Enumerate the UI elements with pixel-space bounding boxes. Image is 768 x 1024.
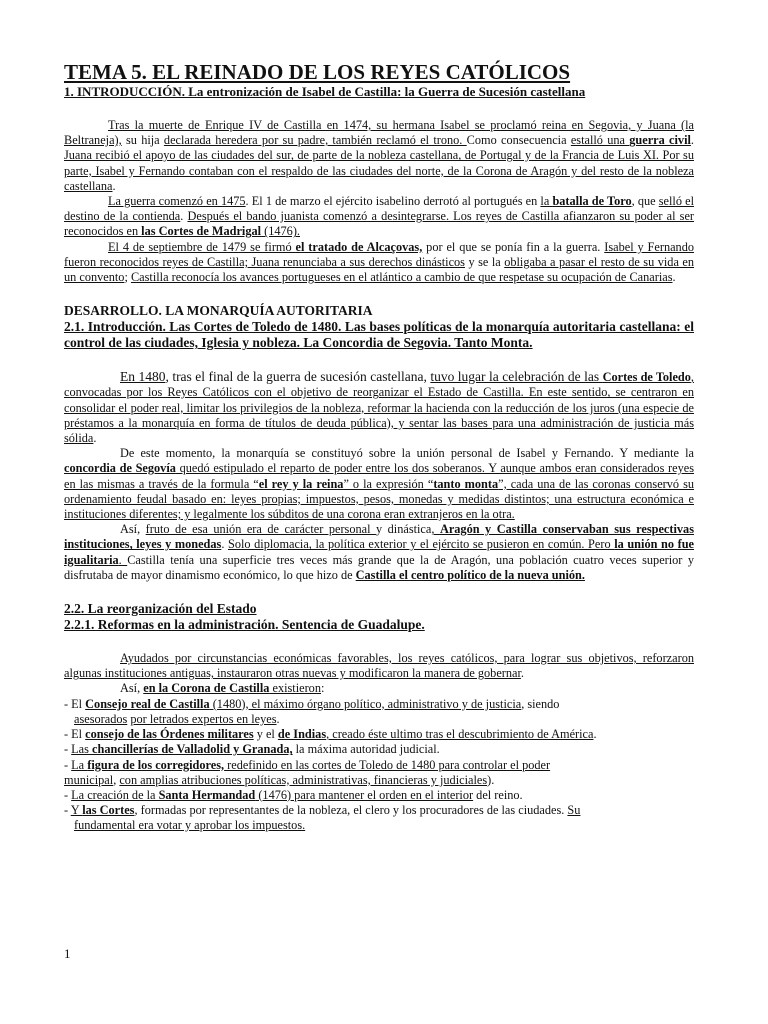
text-run: tuvo lugar la celebración de las bbox=[430, 369, 603, 385]
text-run: guerra civil bbox=[629, 133, 691, 148]
text-run: figura de los corregidores, bbox=[87, 757, 225, 772]
text-run: , bbox=[431, 522, 440, 537]
text-run: De este momento, la monarquía se constituyó sobre la unión personal de Isabel y Fernando. Y mediante la bbox=[120, 446, 694, 461]
text-run: Su bbox=[567, 803, 581, 818]
text-run: La bbox=[71, 757, 88, 772]
section-2-2-heading: 2.2. La reorganización del Estado bbox=[64, 601, 257, 617]
text-run: por letrados expertos en leyes bbox=[130, 711, 277, 726]
text-run: . bbox=[672, 270, 676, 285]
text-run: selló el destino de la contienda bbox=[64, 194, 694, 224]
text-run: - bbox=[64, 742, 72, 757]
text-run: Tras la muerte de Enrique IV de Castilla en 1474, su hermana Isabel se proclamó reina en Segovia, y Juana (la Beltraneja), bbox=[64, 118, 694, 148]
text-run: (1476). bbox=[261, 224, 300, 239]
text-run: , creado éste ultimo tras el descubrimiento de América bbox=[326, 727, 594, 742]
text-run: ”, cada una de las coronas conservó su ordenamiento feudal basado en: leyes propias; impuestos, pesos, monedas y medidas distintos; una estructura económica e instituciones diferentes; y legalmente los súbditos de una corona eran extranjeros en la otra. bbox=[64, 476, 695, 522]
text-run: , que bbox=[631, 194, 659, 209]
list-item bbox=[64, 788, 694, 803]
text-run: chancillerías de Valladolid y Granada, bbox=[92, 742, 293, 757]
text-run: , formadas por representantes de la nobleza, el clero y los procuradores de las ciudades. bbox=[134, 803, 568, 818]
list-item bbox=[64, 758, 694, 773]
text-run: y se la bbox=[464, 254, 505, 269]
text-run: Y bbox=[70, 803, 83, 818]
s221-paragraph-1 bbox=[64, 651, 694, 681]
text-run: . bbox=[112, 178, 116, 193]
text-run: fundamental era votar y aprobar los impuestos. bbox=[74, 818, 306, 833]
section-2-2-1-heading: 2.2.1. Reformas en la administración. Sentencia de Guadalupe. bbox=[64, 617, 425, 633]
text-run: Así, bbox=[120, 522, 146, 537]
text-run: ” o la expresión “ bbox=[343, 476, 434, 491]
list-item bbox=[64, 697, 694, 712]
text-run: en la Corona de Castilla bbox=[143, 681, 270, 696]
text-run: (1480), el máximo órgano político, administrativo y de justicia bbox=[209, 696, 522, 711]
text-run: . bbox=[221, 537, 229, 552]
document-title: TEMA 5. EL REINADO DE LOS REYES CATÓLICOS bbox=[64, 60, 571, 84]
list-item bbox=[64, 742, 694, 757]
spacer bbox=[64, 583, 694, 601]
text-run: Castilla tenía una superficie tres veces más grande que la de Aragón, una población cuatro veces superior y disfrutaba de mayor dinamismo económico, lo que hizo de bbox=[64, 552, 694, 582]
text-run: . bbox=[276, 711, 280, 726]
text-run: La guerra comenzó en 1475 bbox=[108, 194, 246, 209]
text-run: la máxima autoridad judicial. bbox=[292, 742, 440, 757]
text-run: declarada heredera por su padre, también reclamó el trono. bbox=[163, 133, 467, 148]
text-run: de Indias bbox=[277, 727, 327, 742]
text-run: tanto monta bbox=[433, 476, 499, 491]
text-run: Castilla reconocía los avances portugueses en el atlántico a cambio de que respetase su ocupación de Canarias bbox=[130, 270, 673, 285]
text-run: Castilla el centro político de la nueva unión. bbox=[355, 567, 585, 582]
text-run: , convocadas por los Reyes Católicos con el objetivo de reorganizar el Estado de Castilla. En este sentido, se centraron en consolidar el poder real, limitar los privilegios de la nobleza, reformar la hacienda con la reducción de los juros (una especie de préstamos a la monarquía en forma de títulos de deuda pública), y sentar las bases para una administración de justicia más sólida bbox=[64, 370, 694, 446]
text-run: , tras el final de la guerra de sucesión castellana, bbox=[165, 369, 431, 385]
text-run: por el que se ponía fin a la guerra. bbox=[422, 239, 605, 254]
text-run: En 1480 bbox=[120, 369, 166, 385]
text-run: Solo diplomacia, la política exterior y el ejército se pusieron en común. Pero bbox=[228, 537, 615, 552]
text-run: su hija bbox=[121, 133, 164, 148]
page-number: 1 bbox=[64, 946, 71, 961]
text-run: , bbox=[113, 772, 120, 787]
text-run: . El 1 de marzo el ejército isabelino derrotó al portugués en bbox=[245, 194, 541, 209]
text-run: fruto de esa unión era de carácter personal bbox=[145, 522, 376, 537]
section-1-heading: 1. INTRODUCCIÓN. La entronización de Isabel de Castilla: la Guerra de Sucesión castellana bbox=[64, 84, 586, 99]
text-run: la unión no fue igualitaria bbox=[64, 537, 695, 567]
list-item-continuation bbox=[64, 712, 694, 727]
text-run: : bbox=[320, 681, 325, 696]
text-run: . bbox=[180, 209, 188, 224]
text-run: Isabel y Fernando fueron reconocidos reyes de Castilla; Juana renunciaba a sus derechos dinásticos bbox=[64, 239, 694, 269]
text-run: Cortes de Toledo bbox=[602, 370, 691, 385]
s21-paragraph-3 bbox=[64, 522, 694, 583]
list-item bbox=[64, 803, 694, 818]
text-run: Las bbox=[71, 742, 93, 757]
spacer bbox=[64, 285, 694, 303]
text-run: - bbox=[64, 803, 71, 818]
list-item-continuation bbox=[64, 773, 694, 788]
text-run: existieron bbox=[269, 681, 321, 696]
text-run: estalló una bbox=[570, 133, 630, 148]
text-run: . bbox=[690, 133, 694, 148]
intro-paragraph-2 bbox=[64, 194, 694, 240]
text-run: - bbox=[64, 787, 72, 802]
section-2-1-heading: 2.1. Introducción. Las Cortes de Toledo de 1480. Las bases políticas de la monarquía autoritaria castellana: el control de las ciudades, Iglesia y nobleza. La Concordia de Segovia. Tanto Monta. bbox=[64, 319, 694, 351]
text-run: quedó estipulado el reparto de poder entre los dos soberanos. Y aunque ambos eran considerados reyes en las mismas a través de la formula “ bbox=[64, 461, 694, 491]
spacer bbox=[64, 351, 694, 369]
text-run: - bbox=[64, 757, 72, 772]
text-run: el tratado de Alcaçovas, bbox=[295, 239, 423, 254]
text-run: consejo de las Órdenes militares bbox=[85, 727, 254, 742]
document-page bbox=[64, 60, 694, 834]
text-run: Juana recibió el apoyo de las ciudades del sur, de parte de la nobleza castellana, de Portugal y de la Francia de Luis XI. Por su parte, Isabel y Fernando contaban con el respaldo de las ciudades del norte, de la Corona de Aragón y del resto de la nobleza castellana bbox=[64, 148, 694, 193]
text-run: . bbox=[93, 431, 97, 446]
text-run: ; bbox=[124, 270, 131, 285]
list-item-continuation bbox=[64, 818, 694, 833]
text-run: redefinido en las cortes de Toledo de 1480 para controlar el poder bbox=[224, 757, 551, 772]
text-run: el rey y la reina bbox=[258, 476, 344, 491]
text-run: La creación de la bbox=[71, 787, 159, 802]
text-run: obligaba a pasar el resto de su vida en un convento bbox=[64, 254, 695, 285]
text-run: las Cortes bbox=[82, 803, 135, 818]
text-run: y dinástica bbox=[376, 522, 432, 537]
intro-paragraph-1 bbox=[64, 118, 694, 194]
text-run: Santa Hermandad bbox=[158, 787, 256, 802]
text-run: - El bbox=[64, 696, 86, 711]
text-run: , siendo bbox=[521, 696, 560, 711]
text-run: Consejo real de Castilla bbox=[85, 696, 210, 711]
text-run: Después el bando juanista comenzó a desintegrarse. Los reyes de Castilla afianzaron su poder al ser reconocidos en bbox=[64, 209, 694, 239]
text-run: asesorados bbox=[74, 711, 128, 726]
text-run: las Cortes de Madrigal bbox=[141, 224, 262, 239]
text-run: ). bbox=[487, 772, 495, 787]
text-run: municipal bbox=[64, 772, 114, 787]
text-run: . bbox=[118, 552, 128, 567]
text-run: Aragón y Castilla conservaban sus respectivas instituciones, leyes y monedas bbox=[64, 522, 694, 552]
text-run: modificaron la manera de gobernar bbox=[348, 666, 521, 681]
text-run: y el bbox=[253, 727, 278, 742]
text-run: . bbox=[520, 666, 524, 681]
s21-paragraph-1 bbox=[64, 369, 694, 446]
text-run: Ayudados por circunstancias económicas favorables, los reyes católicos, para lograr sus objetivos, reforzaron algunas instituciones antiguas, instauraron otras nuevas y bbox=[64, 651, 694, 681]
text-run: El 4 de septiembre de 1479 se firmó bbox=[108, 239, 296, 254]
text-run: Así, bbox=[120, 681, 144, 696]
text-run: . bbox=[593, 727, 597, 742]
text-run: - El bbox=[64, 727, 86, 742]
s221-paragraph-2 bbox=[64, 681, 694, 696]
list-item bbox=[64, 727, 694, 742]
text-run: del reino. bbox=[473, 787, 523, 802]
s21-paragraph-2 bbox=[64, 446, 694, 522]
text-run: Como consecuencia bbox=[466, 133, 571, 148]
spacer bbox=[64, 633, 694, 651]
text-run: batalla de Toro bbox=[552, 194, 632, 209]
desarrollo-heading: DESARROLLO. LA MONARQUÍA AUTORITARIA bbox=[64, 303, 373, 319]
text-run: (1476) para mantener el orden en el interior bbox=[255, 787, 474, 802]
text-run: con amplias atribuciones políticas, administrativas, financieras y judiciales bbox=[119, 772, 488, 787]
text-run: concordia de Segovía bbox=[64, 461, 176, 476]
text-run: la bbox=[540, 194, 553, 209]
intro-paragraph-3 bbox=[64, 240, 694, 286]
